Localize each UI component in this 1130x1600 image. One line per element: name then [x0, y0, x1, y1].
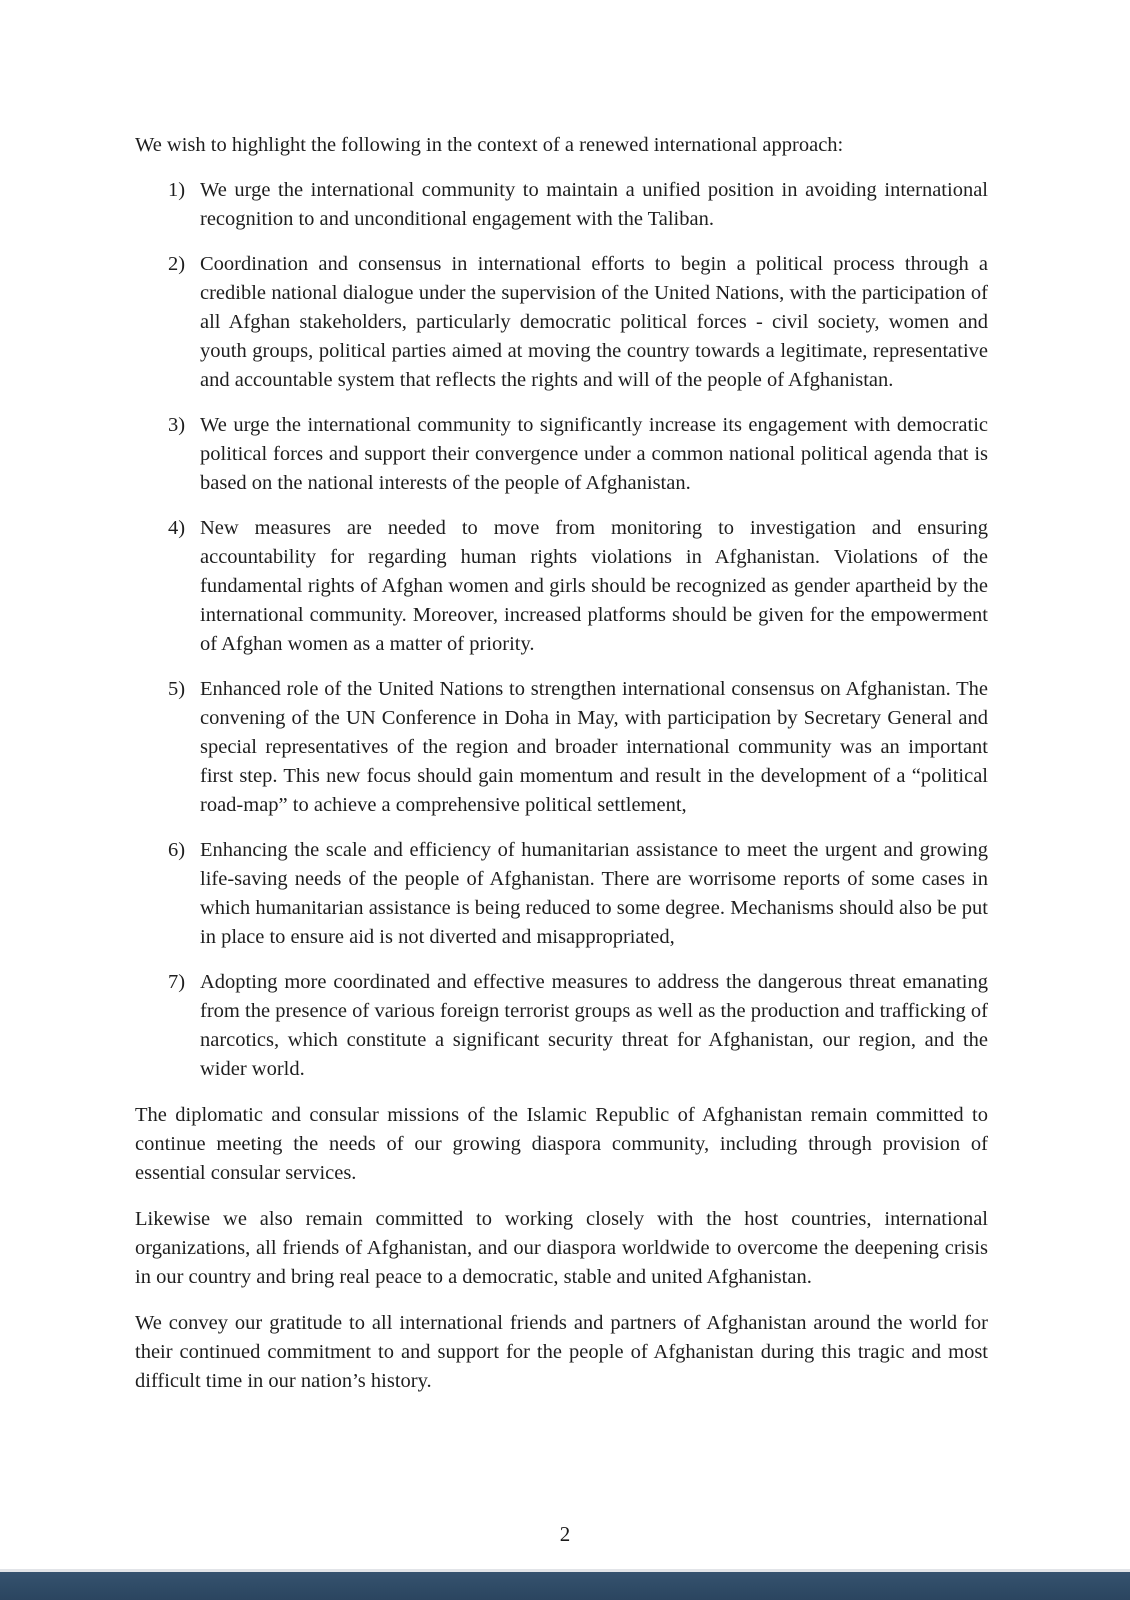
closing-paragraph: Likewise we also remain committed to working closely with the host countries, international organizations, all friends of Afghanistan, and our diaspora worldwide to overcome the deepening crisis in our country and bring real peace to a democratic, stable and united Afghanistan. — [135, 1208, 988, 1288]
list-item — [135, 250, 988, 395]
list-item-number: 7) — [168, 971, 186, 993]
list-item-text: New measures are needed to move from monitoring to investigation and ensuring accountability for regarding human rights violations in Afghanistan. Violations of the fundamental rights of Afghan women and girls should be recognized as gender apartheid by the international community. Moreover, increased platforms should be given for the empowerment of Afghan women as a matter of priority. — [200, 517, 988, 655]
list-item-number: 6) — [168, 839, 186, 861]
list-item-number: 3) — [168, 414, 186, 436]
list-item — [135, 675, 988, 820]
list-item — [135, 514, 988, 659]
closing-paragraph: We convey our gratitude to all international friends and partners of Afghanistan around the world for their continued commitment to and support for the people of Afghanistan during this tragic and most difficult time in our nation’s history. — [135, 1312, 988, 1392]
list-item-text: We urge the international community to maintain a unified position in avoiding international recognition to and unconditional engagement with the Taliban. — [200, 179, 988, 230]
list-item-text: Enhanced role of the United Nations to strengthen international consensus on Afghanistan. The convening of the UN Conference in Doha in May, with participation by Secretary General and special representatives of the region and broader international community was an important first step. This new focus should gain momentum and result in the development of a “political road-map” to achieve a comprehensive political settlement, — [200, 678, 988, 816]
footer-bar — [0, 1572, 1130, 1600]
intro-paragraph: We wish to highlight the following in the context of a renewed international approach: — [135, 134, 844, 156]
list-item-number: 4) — [168, 517, 186, 539]
list-item-text: Adopting more coordinated and effective measures to address the dangerous threat emanating from the presence of various foreign terrorist groups as well as the production and trafficking of narcotics, which constitute a significant security threat for Afghanistan, our region, and the wider world. — [200, 971, 988, 1080]
list-item — [135, 968, 988, 1084]
list-item-number: 5) — [168, 678, 186, 700]
list-item-text: Coordination and consensus in international efforts to begin a political process through a credible national dialogue under the supervision of the United Nations, with the participation of all Afghan stakeholders, particularly democratic political forces - civil society, women and youth groups, political parties aimed at moving the country towards a legitimate, representative and accountable system that reflects the rights and will of the people of Afghanistan. — [200, 253, 988, 391]
list-item-text: Enhancing the scale and efficiency of humanitarian assistance to meet the urgent and growing life-saving needs of the people of Afghanistan. There are worrisome reports of some cases in which humanitarian assistance is being reduced to some degree. Mechanisms should also be put in place to ensure aid is not diverted and misappropriated, — [200, 839, 988, 948]
list-item-number: 1) — [168, 179, 186, 201]
list-item — [135, 836, 988, 952]
list-item-number: 2) — [168, 253, 186, 275]
numbered-list — [135, 176, 988, 1084]
page-number: 2 — [559, 1522, 571, 1546]
body-text — [135, 131, 988, 1396]
closing-paragraph: The diplomatic and consular missions of the Islamic Republic of Afghanistan remain committed to continue meeting the needs of our growing diaspora community, including through provision of essential consular services. — [135, 1104, 988, 1184]
list-item — [135, 176, 988, 234]
list-item — [135, 411, 988, 498]
list-item-text: We urge the international community to significantly increase its engagement with democratic political forces and support their convergence under a common national political agenda that is based on the national interests of the people of Afghanistan. — [200, 414, 988, 494]
